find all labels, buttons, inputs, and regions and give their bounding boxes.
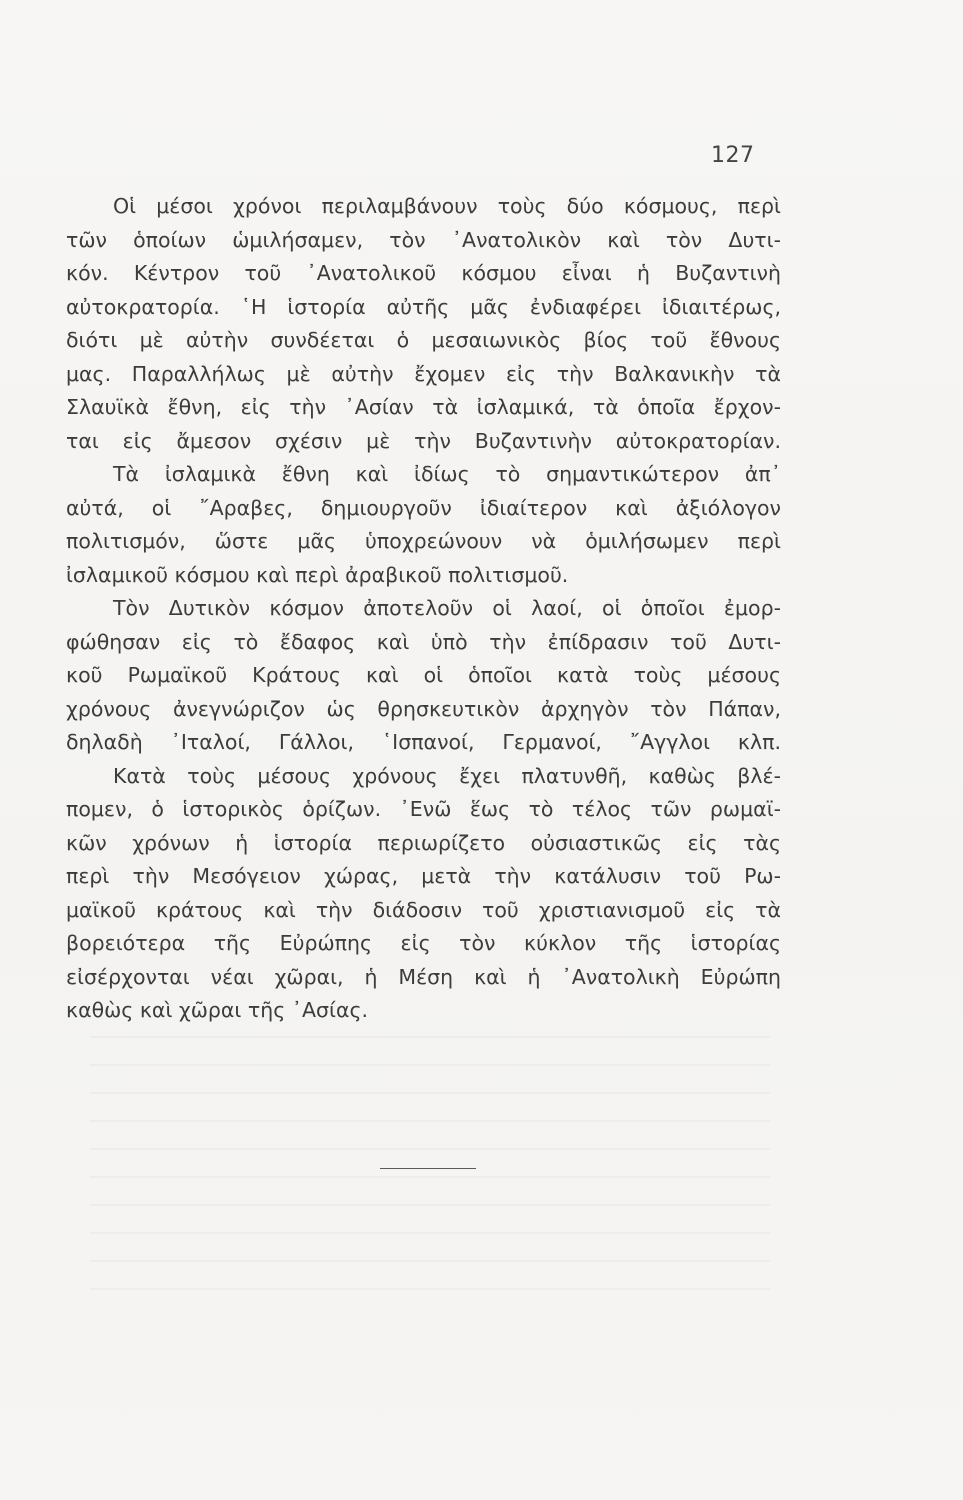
paragraph-3 [66, 592, 781, 760]
bleed-through-texture [90, 1010, 770, 1310]
text-line: διότι μὲ αὐτὴν συνδέεται ὁ μεσαιωνικὸς βίος τοῦ ἔθνους [66, 328, 781, 352]
text-line: πομεν, ὁ ἱστορικὸς ὁρίζων. ᾿Ενῶ ἕως τὸ τέλος τῶν ρωμαϊ- [66, 797, 781, 821]
text-line: Σλαυϊκὰ ἔθνη, εἰς τὴν ᾿Ασίαν τὰ ἰσλαμικά, τὰ ὁποῖα ἔρχον- [66, 395, 781, 419]
text-line: κοῦ Ρωμαϊκοῦ Κράτους καὶ οἱ ὁποῖοι κατὰ τοὺς μέσους [66, 663, 781, 687]
paragraph-1 [66, 190, 781, 458]
text-line: ἰσλαμικοῦ κόσμου καὶ περὶ ἀραβικοῦ πολιτισμοῦ. [66, 562, 569, 587]
text-line: κόν. Κέντρον τοῦ ᾿Ανατολικοῦ κόσμου εἶναι ἡ Βυζαντινὴ [66, 261, 781, 285]
text-line: δηλαδὴ ᾿Ιταλοί, Γάλλοι, ῾Ισπανοί, Γερμανοί, ῎Αγγλοι κλπ. [66, 730, 781, 754]
text-line: χρόνους ἀνεγνώριζον ὡς θρησκευτικὸν ἀρχηγὸν τὸν Πάπαν, [66, 696, 781, 721]
text-line: Τὰ ἰσλαμικὰ ἔθνη καὶ ἰδίως τὸ σημαντικώτερον ἀπ᾿ [113, 462, 781, 486]
text-line: περὶ τὴν Μεσόγειον χώρας, μετὰ τὴν κατάλυσιν τοῦ Ρω- [66, 864, 781, 888]
text-line: αὐτοκρατορία. ῾Η ἱστορία αὐτῆς μᾶς ἐνδιαφέρει ἰδιαιτέρως, [66, 294, 781, 319]
text-line: βορειότερα τῆς Εὐρώπης εἰς τὸν κύκλον τῆς ἱστορίας [66, 931, 781, 955]
text-line: μας. Παραλλήλως μὲ αὐτὴν ἔχομεν εἰς τὴν Βαλκανικὴν τὰ [66, 361, 781, 386]
text-line: αὐτά, οἱ ῎Αραβες, δημιουργοῦν ἰδιαίτερον καὶ ἀξιόλογον [66, 495, 781, 520]
text-line: Οἱ μέσοι χρόνοι περιλαμβάνουν τοὺς δύο κόσμους, περὶ [113, 194, 781, 218]
body-text [66, 190, 781, 1028]
page-number: 127 [711, 143, 755, 168]
text-line: τῶν ὁποίων ὡμιλήσαμεν, τὸν ᾿Ανατολικὸν καὶ τὸν Δυτι- [66, 227, 781, 252]
text-line: εἰσέρχονται νέαι χῶραι, ἡ Μέση καὶ ἡ ᾿Ανατολικὴ Εὐρώπη [66, 964, 781, 989]
paragraph-2 [66, 458, 781, 592]
text-line: μαϊκοῦ κράτους καὶ τὴν διάδοσιν τοῦ χριστιανισμοῦ εἰς τὰ [66, 897, 781, 922]
text-line: Τὸν Δυτικὸν κόσμον ἀποτελοῦν οἱ λαοί, οἱ ὁποῖοι ἐμορ- [113, 596, 781, 620]
text-line: κῶν χρόνων ἡ ἱστορία περιωρίζετο οὐσιαστικῶς εἰς τὰς [66, 830, 781, 855]
section-divider [380, 1168, 476, 1169]
text-line: ται εἰς ἄμεσον σχέσιν μὲ τὴν Βυζαντινὴν αὐτοκρατορίαν. [66, 428, 781, 453]
text-line: καθὼς καὶ χῶραι τῆς ᾿Ασίας. [66, 998, 369, 1022]
text-line: πολιτισμόν, ὥστε μᾶς ὑποχρεώνουν νὰ ὁμιλήσωμεν περὶ [66, 529, 781, 553]
paragraph-4 [66, 760, 781, 1028]
text-line: φώθησαν εἰς τὸ ἔδαφος καὶ ὑπὸ τὴν ἐπίδρασιν τοῦ Δυτι- [66, 629, 781, 654]
text-line: Κατὰ τοὺς μέσους χρόνους ἔχει πλατυνθῆ, καθὼς βλέ- [113, 763, 781, 788]
